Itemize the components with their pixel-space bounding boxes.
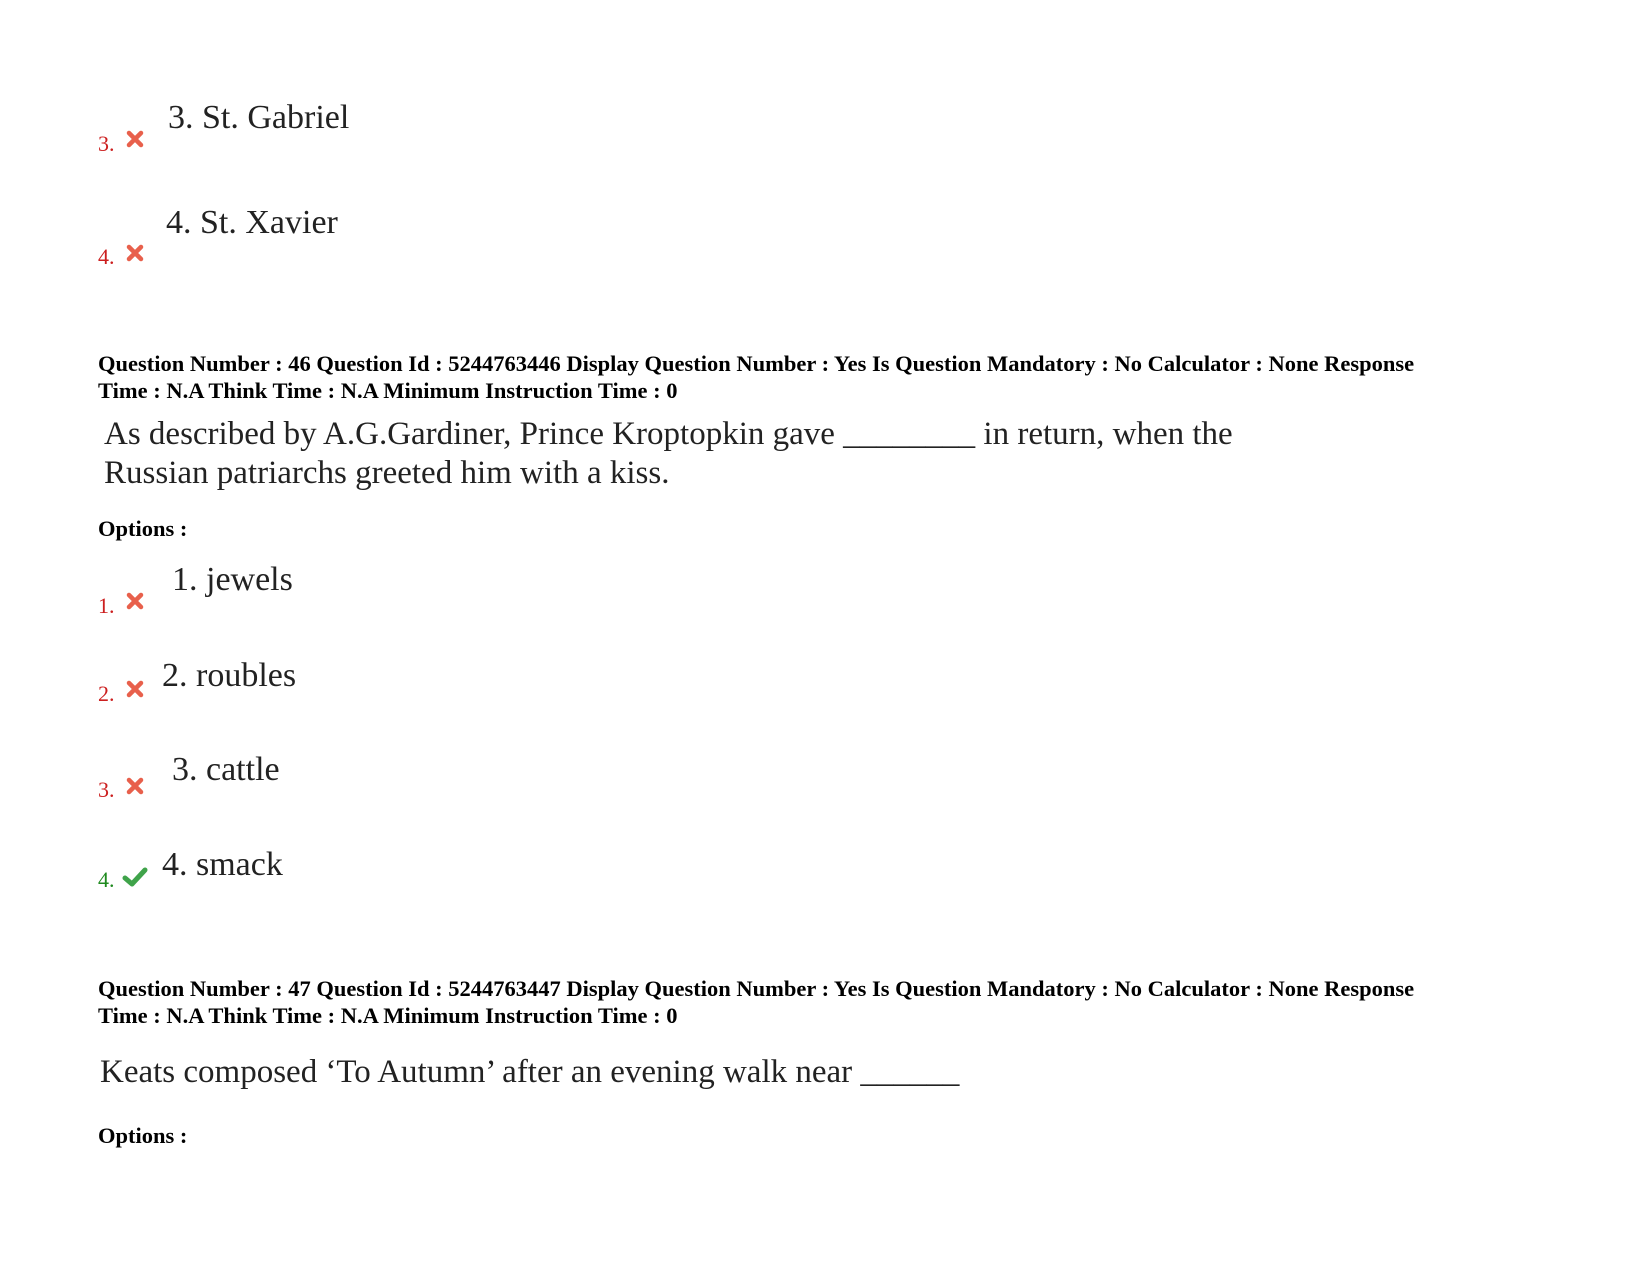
check-icon [122, 866, 148, 888]
cross-icon [124, 678, 146, 700]
options-label: Options : [98, 1123, 188, 1148]
question-meta-line: Question Number : 47 Question Id : 5244763447 Display Question Number : Yes Is Question Mandatory : No Calculator : None Response [98, 976, 1415, 1001]
option-number: 3. [98, 777, 115, 802]
question-text-line: As described by A.G.Gardiner, Prince Kroptopkin gave ________ in return, when the [104, 416, 1233, 452]
question-meta-line: Question Number : 46 Question Id : 5244763446 Display Question Number : Yes Is Question Mandatory : No Calculator : None Response [98, 351, 1415, 376]
option-number: 4. [98, 867, 115, 892]
question-meta-line: Time : N.A Think Time : N.A Minimum Instruction Time : 0 [98, 1003, 678, 1028]
cross-icon [124, 242, 146, 264]
cross-icon [124, 775, 146, 797]
option-number: 2. [98, 681, 115, 706]
cross-icon [124, 590, 146, 612]
question-meta-line: Time : N.A Think Time : N.A Minimum Instruction Time : 0 [98, 378, 678, 403]
question-text [104, 415, 1233, 493]
question-text-line: Russian patriarchs greeted him with a kiss. [104, 455, 670, 491]
option-number: 3. [98, 131, 115, 156]
option-number: 4. [98, 244, 115, 269]
option-number: 1. [98, 593, 115, 618]
option-text: 3. cattle [172, 751, 280, 788]
option-text: 1. jewels [172, 561, 293, 598]
question-meta [98, 350, 1578, 404]
cross-icon [124, 128, 146, 150]
question-meta [98, 975, 1578, 1029]
question-text [100, 1053, 959, 1092]
options-label: Options : [98, 516, 188, 541]
question-text-line: Keats composed ‘To Autumn’ after an evening walk near ______ [100, 1054, 960, 1090]
option-text: 3. St. Gabriel [168, 99, 350, 136]
option-text: 4. smack [162, 846, 283, 883]
option-text: 2. roubles [162, 657, 297, 694]
option-text: 4. St. Xavier [166, 204, 338, 241]
